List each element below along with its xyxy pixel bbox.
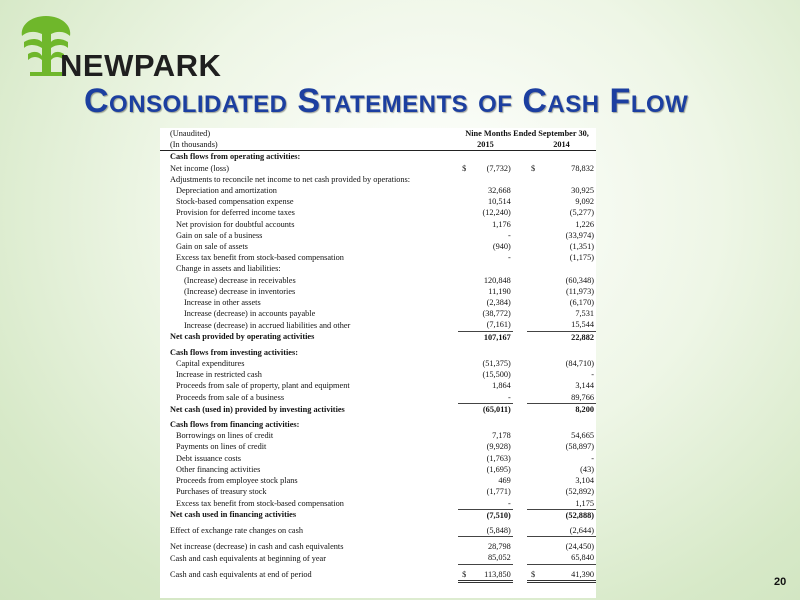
row-label: Provision for deferred income taxes bbox=[176, 208, 295, 218]
currency-2015 bbox=[458, 207, 472, 218]
currency-2014: $ bbox=[531, 163, 536, 173]
table-row bbox=[160, 286, 596, 297]
column-gap bbox=[513, 430, 527, 441]
currency-2014 bbox=[527, 453, 541, 464]
column-gap bbox=[513, 275, 527, 286]
row-label: Cash flows from investing activities: bbox=[170, 347, 298, 357]
value-2015: 113,850 bbox=[472, 564, 513, 581]
currency-2014 bbox=[527, 486, 541, 497]
table-row bbox=[160, 415, 596, 430]
value-2014: (2,644) bbox=[541, 521, 596, 537]
table-row bbox=[160, 369, 596, 380]
row-label: Purchases of treasury stock bbox=[176, 487, 267, 497]
currency-2015 bbox=[458, 252, 472, 263]
currency-2015 bbox=[458, 441, 472, 452]
column-gap bbox=[513, 219, 527, 230]
value-2015: (940) bbox=[492, 242, 511, 252]
value-2015 bbox=[472, 151, 513, 163]
table-row bbox=[160, 509, 596, 521]
row-label: Cash and cash equivalents at end of period bbox=[170, 570, 312, 580]
row-label: (Increase) decrease in receivables bbox=[184, 275, 296, 285]
value-2014: 15,544 bbox=[541, 319, 596, 331]
cash-flow-statement bbox=[160, 128, 596, 598]
currency-2014 bbox=[527, 358, 541, 369]
row-label: Cash flows from financing activities: bbox=[170, 420, 300, 430]
value-2015: 11,190 bbox=[488, 286, 511, 296]
value-2014: 8,200 bbox=[575, 404, 594, 414]
table-row bbox=[160, 241, 596, 252]
currency-2015 bbox=[458, 241, 472, 252]
value-2015: (1,763) bbox=[486, 453, 511, 463]
column-gap bbox=[513, 196, 527, 207]
currency-2015: $ bbox=[458, 564, 472, 581]
currency-2015 bbox=[458, 380, 472, 391]
currency-2015 bbox=[458, 263, 472, 274]
value-2015: - bbox=[472, 498, 513, 510]
currency-2014 bbox=[527, 207, 541, 218]
value-2015: (15,500) bbox=[482, 370, 511, 380]
table-row bbox=[160, 486, 596, 497]
currency-2015 bbox=[458, 552, 472, 564]
currency-2014 bbox=[527, 241, 541, 252]
column-gap bbox=[513, 403, 527, 415]
currency-2014 bbox=[527, 286, 541, 297]
column-gap bbox=[513, 380, 527, 391]
currency-2015 bbox=[458, 286, 472, 297]
currency-2014 bbox=[527, 151, 541, 163]
column-gap bbox=[513, 252, 527, 263]
currency-2014 bbox=[527, 319, 541, 331]
value-2014: 30,925 bbox=[571, 186, 594, 196]
row-label: Borrowings on lines of credit bbox=[176, 431, 274, 441]
currency-2014 bbox=[527, 403, 541, 415]
currency-2015 bbox=[458, 509, 472, 521]
currency-2015 bbox=[458, 219, 472, 230]
currency-2014 bbox=[527, 415, 541, 430]
value-2014: 65,840 bbox=[541, 552, 596, 564]
row-label: Depreciation and amortization bbox=[176, 186, 277, 196]
value-2014: 89,766 bbox=[541, 392, 596, 404]
row-label: Increase (decrease) in accrued liabilities and other bbox=[184, 320, 351, 330]
row-label: Other financing activities bbox=[176, 464, 261, 474]
currency-2015 bbox=[458, 415, 472, 430]
table-row bbox=[160, 308, 596, 319]
column-gap bbox=[513, 263, 527, 274]
currency-2015 bbox=[458, 521, 472, 537]
row-label: Cash and cash equivalents at beginning of year bbox=[170, 553, 326, 563]
row-label: Change in assets and liabilities: bbox=[176, 264, 281, 274]
value-2015 bbox=[472, 263, 513, 274]
value-2015: (51,375) bbox=[482, 359, 511, 369]
column-gap bbox=[513, 343, 527, 358]
row-label: Proceeds from sale of property, plant and equipment bbox=[176, 381, 350, 391]
table-row bbox=[160, 453, 596, 464]
value-2015: (7,732) bbox=[486, 163, 511, 173]
value-2014: (24,450) bbox=[565, 542, 594, 552]
value-2014: (84,710) bbox=[565, 359, 594, 369]
currency-2015 bbox=[458, 151, 472, 163]
currency-2015 bbox=[458, 196, 472, 207]
value-2015: 1,864 bbox=[492, 381, 511, 391]
value-2015: 469 bbox=[498, 476, 511, 486]
table-row bbox=[160, 297, 596, 308]
page-title: Consolidated Statements of Cash Flow bbox=[84, 82, 689, 120]
value-2015: - bbox=[472, 392, 513, 404]
value-2014: 1,175 bbox=[541, 498, 596, 510]
currency-2014 bbox=[527, 343, 541, 358]
value-2015: (65,011) bbox=[482, 404, 511, 414]
column-gap bbox=[513, 498, 527, 510]
table-row bbox=[160, 403, 596, 415]
newpark-logo bbox=[16, 8, 222, 83]
currency-2015 bbox=[458, 174, 472, 185]
currency-2014 bbox=[527, 392, 541, 404]
column-gap bbox=[513, 174, 527, 185]
row-label: Gain on sale of assets bbox=[176, 242, 248, 252]
brand-name: NEWPARK bbox=[60, 48, 222, 83]
column-gap bbox=[513, 151, 527, 163]
value-2015: (1,771) bbox=[486, 487, 511, 497]
value-2014: (5,277) bbox=[569, 208, 594, 218]
column-gap bbox=[513, 509, 527, 521]
table-row bbox=[160, 275, 596, 286]
column-gap bbox=[513, 319, 527, 331]
header-row-years bbox=[160, 139, 596, 151]
value-2014: (6,170) bbox=[569, 298, 594, 308]
value-2014: 41,390 bbox=[541, 564, 596, 581]
currency-2015 bbox=[458, 486, 472, 497]
table-row bbox=[160, 430, 596, 441]
row-label: Gain on sale of a business bbox=[176, 230, 263, 240]
period-header: Nine Months Ended September 30, bbox=[465, 129, 589, 138]
table-row bbox=[160, 263, 596, 274]
currency-2015 bbox=[458, 185, 472, 196]
row-label: Proceeds from sale of a business bbox=[176, 392, 285, 402]
table-row bbox=[160, 252, 596, 263]
value-2014: (43) bbox=[580, 464, 594, 474]
column-gap bbox=[513, 415, 527, 430]
value-2014: 9,092 bbox=[575, 197, 594, 207]
table-row bbox=[160, 207, 596, 218]
currency-2014 bbox=[527, 196, 541, 207]
table-row bbox=[160, 174, 596, 185]
value-2015: (5,848) bbox=[472, 521, 513, 537]
value-2014: - bbox=[591, 370, 594, 380]
value-2014: 7,531 bbox=[575, 309, 594, 319]
currency-2015 bbox=[458, 297, 472, 308]
row-label: Debt issuance costs bbox=[176, 453, 241, 463]
year-2014-header: 2014 bbox=[527, 139, 596, 151]
value-2015: 32,668 bbox=[487, 186, 511, 196]
column-gap bbox=[513, 464, 527, 475]
currency-2014 bbox=[527, 521, 541, 537]
currency-2015 bbox=[458, 498, 472, 510]
currency-2014 bbox=[527, 430, 541, 441]
value-2014: (60,348) bbox=[565, 275, 594, 285]
column-gap bbox=[513, 230, 527, 241]
currency-2014 bbox=[527, 464, 541, 475]
table-row bbox=[160, 552, 596, 564]
value-2015: - bbox=[508, 253, 511, 263]
table-row bbox=[160, 537, 596, 553]
value-2015: 85,052 bbox=[472, 552, 513, 564]
currency-2014 bbox=[527, 509, 541, 521]
value-2015: 120,848 bbox=[483, 275, 511, 285]
row-label: (Increase) decrease in inventories bbox=[184, 286, 296, 296]
column-gap bbox=[513, 453, 527, 464]
column-gap bbox=[513, 163, 527, 174]
currency-2014 bbox=[527, 263, 541, 274]
currency-2015 bbox=[458, 308, 472, 319]
row-label: Increase (decrease) in accounts payable bbox=[184, 309, 316, 319]
value-2015: (7,161) bbox=[472, 319, 513, 331]
table-row bbox=[160, 498, 596, 510]
currency-2015 bbox=[458, 331, 472, 343]
currency-2015 bbox=[458, 343, 472, 358]
currency-2014: $ bbox=[527, 564, 541, 581]
value-2014 bbox=[541, 263, 596, 274]
value-2014: 3,104 bbox=[575, 476, 594, 486]
column-gap bbox=[513, 537, 527, 553]
table-row bbox=[160, 185, 596, 196]
table-row bbox=[160, 521, 596, 537]
column-gap bbox=[513, 331, 527, 343]
column-gap bbox=[513, 441, 527, 452]
table-row bbox=[160, 219, 596, 230]
value-2015: 28,798 bbox=[487, 542, 511, 552]
row-label: Increase in other assets bbox=[184, 298, 261, 308]
value-2014: 22,882 bbox=[571, 332, 594, 342]
table-row bbox=[160, 151, 596, 163]
currency-2014 bbox=[527, 174, 541, 185]
table-row bbox=[160, 564, 596, 581]
column-gap bbox=[513, 241, 527, 252]
currency-2015 bbox=[458, 392, 472, 404]
currency-2014 bbox=[527, 219, 541, 230]
currency-2015 bbox=[458, 369, 472, 380]
value-2015: 1,176 bbox=[492, 219, 511, 229]
column-gap bbox=[513, 521, 527, 537]
currency-2014 bbox=[527, 537, 541, 553]
currency-2014 bbox=[527, 475, 541, 486]
value-2015: 107,167 bbox=[483, 332, 511, 342]
currency-2014 bbox=[527, 331, 541, 343]
currency-2014 bbox=[527, 185, 541, 196]
currency-2015 bbox=[458, 275, 472, 286]
row-label: Increase in restricted cash bbox=[176, 370, 262, 380]
table-row bbox=[160, 380, 596, 391]
currency-2014 bbox=[527, 441, 541, 452]
value-2015: (2,384) bbox=[486, 298, 511, 308]
currency-2014 bbox=[527, 498, 541, 510]
value-2015: (38,772) bbox=[482, 309, 511, 319]
column-gap bbox=[513, 486, 527, 497]
row-label: Effect of exchange rate changes on cash bbox=[170, 526, 303, 536]
table-row bbox=[160, 343, 596, 358]
row-label: Net provision for doubtful accounts bbox=[176, 219, 295, 229]
table-row bbox=[160, 319, 596, 331]
value-2015 bbox=[472, 343, 513, 358]
currency-2015 bbox=[458, 230, 472, 241]
currency-2014 bbox=[527, 369, 541, 380]
cash-flow-table bbox=[160, 128, 596, 583]
column-gap bbox=[513, 308, 527, 319]
currency-2014 bbox=[527, 230, 541, 241]
value-2014: (33,974) bbox=[565, 230, 594, 240]
value-2014: (52,888) bbox=[565, 510, 594, 520]
table-row bbox=[160, 475, 596, 486]
currency-2014 bbox=[527, 380, 541, 391]
row-label: Excess tax benefit from stock-based compensation bbox=[176, 498, 344, 508]
currency-2015 bbox=[458, 537, 472, 553]
value-2015: - bbox=[508, 230, 511, 240]
column-gap bbox=[513, 552, 527, 564]
value-2014 bbox=[541, 151, 596, 163]
column-gap bbox=[513, 475, 527, 486]
column-gap bbox=[513, 297, 527, 308]
row-label: Net increase (decrease) in cash and cash equivalents bbox=[170, 541, 344, 551]
currency-2014 bbox=[527, 552, 541, 564]
currency-2015: $ bbox=[462, 163, 467, 173]
value-2014 bbox=[541, 343, 596, 358]
unaudited-label: (Unaudited) bbox=[170, 129, 211, 138]
value-2014: 3,144 bbox=[575, 381, 594, 391]
value-2014: - bbox=[591, 453, 594, 463]
currency-2015 bbox=[458, 453, 472, 464]
value-2015 bbox=[472, 174, 513, 185]
column-gap bbox=[513, 392, 527, 404]
row-label: Stock-based compensation expense bbox=[176, 197, 294, 207]
currency-2014 bbox=[527, 275, 541, 286]
currency-2015 bbox=[458, 319, 472, 331]
units-label: (In thousands) bbox=[160, 139, 458, 151]
value-2015 bbox=[472, 415, 513, 430]
currency-2015 bbox=[458, 464, 472, 475]
value-2015: 7,178 bbox=[492, 431, 511, 441]
value-2014 bbox=[541, 174, 596, 185]
value-2014: 54,665 bbox=[571, 431, 594, 441]
row-label: Net income (loss) bbox=[170, 163, 229, 173]
table-row bbox=[160, 392, 596, 404]
header-row-period bbox=[160, 128, 596, 139]
page-number: 20 bbox=[774, 576, 787, 588]
value-2014: (11,973) bbox=[565, 286, 594, 296]
row-label: Net cash provided by operating activities bbox=[170, 332, 315, 342]
row-label: Adjustments to reconcile net income to net cash provided by operations: bbox=[170, 174, 411, 184]
value-2015: (12,240) bbox=[482, 208, 511, 218]
value-2015: 10,514 bbox=[487, 197, 511, 207]
currency-2015 bbox=[458, 475, 472, 486]
value-2015: (7,510) bbox=[486, 510, 511, 520]
row-label: Excess tax benefit from stock-based compensation bbox=[176, 253, 344, 263]
currency-2015 bbox=[458, 358, 472, 369]
table-row bbox=[160, 230, 596, 241]
value-2014: (1,351) bbox=[569, 242, 594, 252]
row-label: Cash flows from operating activities: bbox=[170, 152, 301, 162]
value-2015: (1,695) bbox=[486, 464, 511, 474]
column-gap bbox=[513, 207, 527, 218]
column-gap bbox=[513, 185, 527, 196]
row-label: Net cash used in financing activities bbox=[170, 510, 297, 520]
row-label: Net cash (used in) provided by investing activities bbox=[170, 404, 345, 414]
column-gap bbox=[513, 564, 527, 581]
value-2014: 1,226 bbox=[575, 219, 594, 229]
table-row bbox=[160, 464, 596, 475]
table-row bbox=[160, 196, 596, 207]
year-2015-header: 2015 bbox=[458, 139, 513, 151]
currency-2015 bbox=[458, 430, 472, 441]
value-2015: (9,928) bbox=[486, 442, 511, 452]
column-gap bbox=[513, 286, 527, 297]
table-row bbox=[160, 358, 596, 369]
currency-2014 bbox=[527, 252, 541, 263]
currency-2014 bbox=[527, 297, 541, 308]
currency-2014 bbox=[527, 308, 541, 319]
row-label: Payments on lines of credit bbox=[176, 442, 267, 452]
value-2014: (58,897) bbox=[565, 442, 594, 452]
table-row bbox=[160, 441, 596, 452]
value-2014 bbox=[541, 415, 596, 430]
row-label: Proceeds from employee stock plans bbox=[176, 476, 298, 486]
column-gap bbox=[513, 369, 527, 380]
table-row bbox=[160, 163, 596, 174]
value-2014: 78,832 bbox=[571, 163, 594, 173]
row-label: Capital expenditures bbox=[176, 359, 245, 369]
table-row bbox=[160, 331, 596, 343]
value-2014: (52,892) bbox=[565, 487, 594, 497]
currency-2015 bbox=[458, 403, 472, 415]
column-gap bbox=[513, 358, 527, 369]
value-2014: (1,175) bbox=[569, 253, 594, 263]
